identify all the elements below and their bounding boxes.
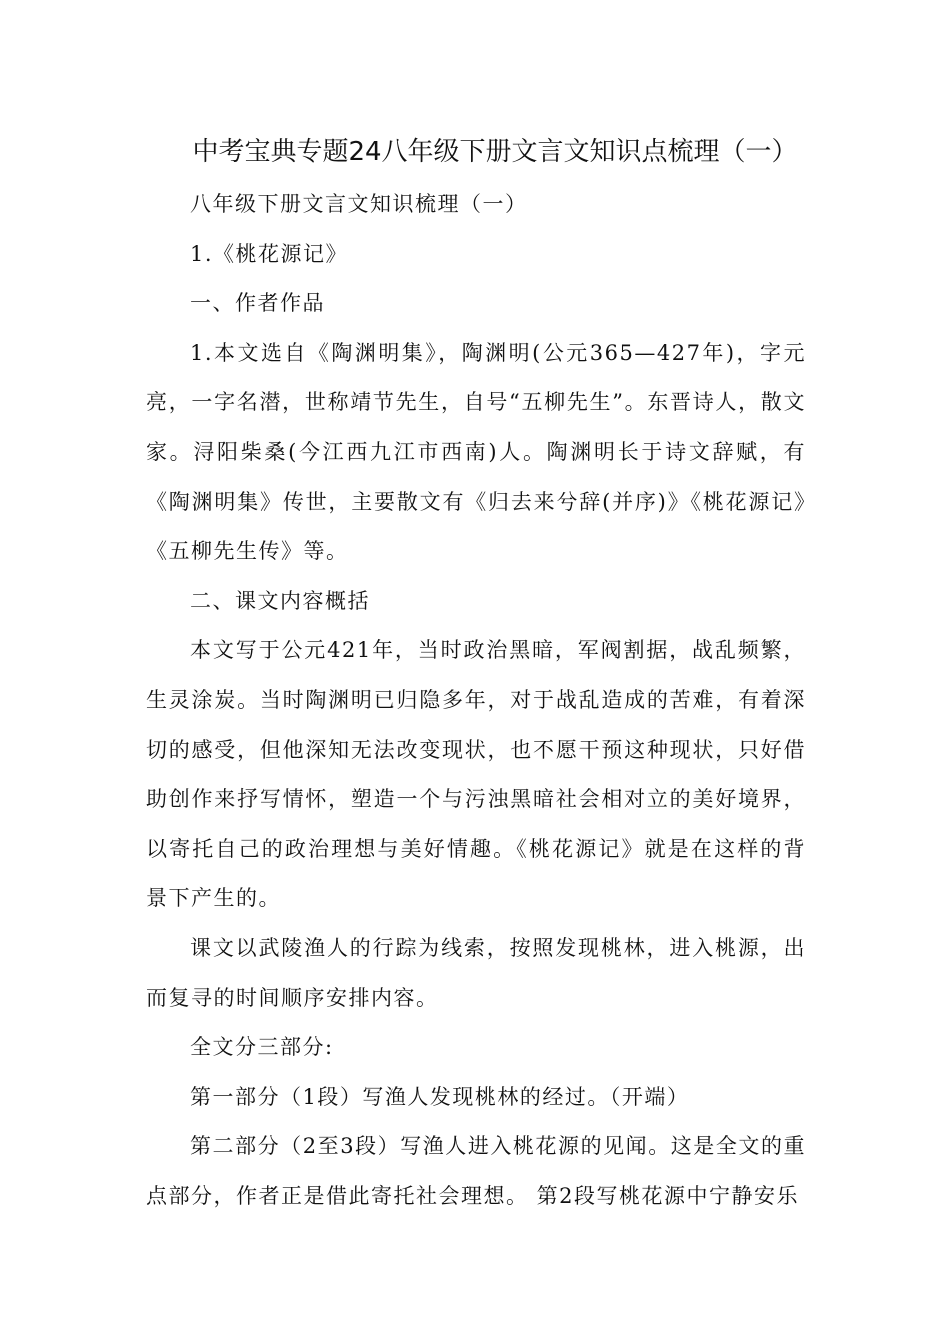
subtitle-paragraph: 八年级下册文言文知识梳理（一） — [190, 192, 528, 216]
part-one-paragraph: 第一部分（1段）写渔人发现桃林的经过。（开端） — [190, 1084, 690, 1109]
document-body — [146, 180, 806, 1221]
author-paragraph: 1.本文选自《陶渊明集》，陶渊明(公元365—427年)，字元亮，一字名潜，世称靖节先生，自号“五柳先生”。东晋诗人，散文家。浔阳柴桑(今江西九江市西南)人。陶渊明长于诗文辞赋，有《陶渊明集》传世，主要散文有《归去来兮辞(并序)》《桃花源记》《五柳先生传》等。 — [146, 340, 806, 564]
structure-paragraph: 课文以武陵渔人的行踪为线索，按照发现桃林，进入桃源，出而复寻的时间顺序安排内容。 — [146, 935, 806, 1010]
section-heading-author: 一、作者作品 — [190, 291, 325, 316]
parts-intro-paragraph: 全文分三部分: — [190, 1035, 334, 1060]
background-paragraph: 本文写于公元421年，当时政治黑暗，军阀割据，战乱频繁，生灵涂炭。当时陶渊明已归隐多年，对于战乱造成的苦难，有着深切的感受，但他深知无法改变现状，也不愿干预这种现状，只好借助创作来抒写情怀，塑造一个与污浊黑暗社会相对立的美好境界，以寄托自己的政治理想与美好情趣。《桃花源记》就是在这样的背景下产生的。 — [146, 638, 806, 911]
part-two-paragraph: 第二部分（2至3段）写渔人进入桃花源的见闻。这是全文的重点部分，作者正是借此寄托社会理想。 第2段写桃花源中宁静安乐 — [146, 1134, 806, 1208]
section-heading-summary: 二、课文内容概括 — [190, 588, 370, 613]
lesson-heading: 1.《桃花源记》 — [190, 241, 349, 266]
document-title: 中考宝典专题24八年级下册文言文知识点梳理（一） — [192, 137, 798, 167]
